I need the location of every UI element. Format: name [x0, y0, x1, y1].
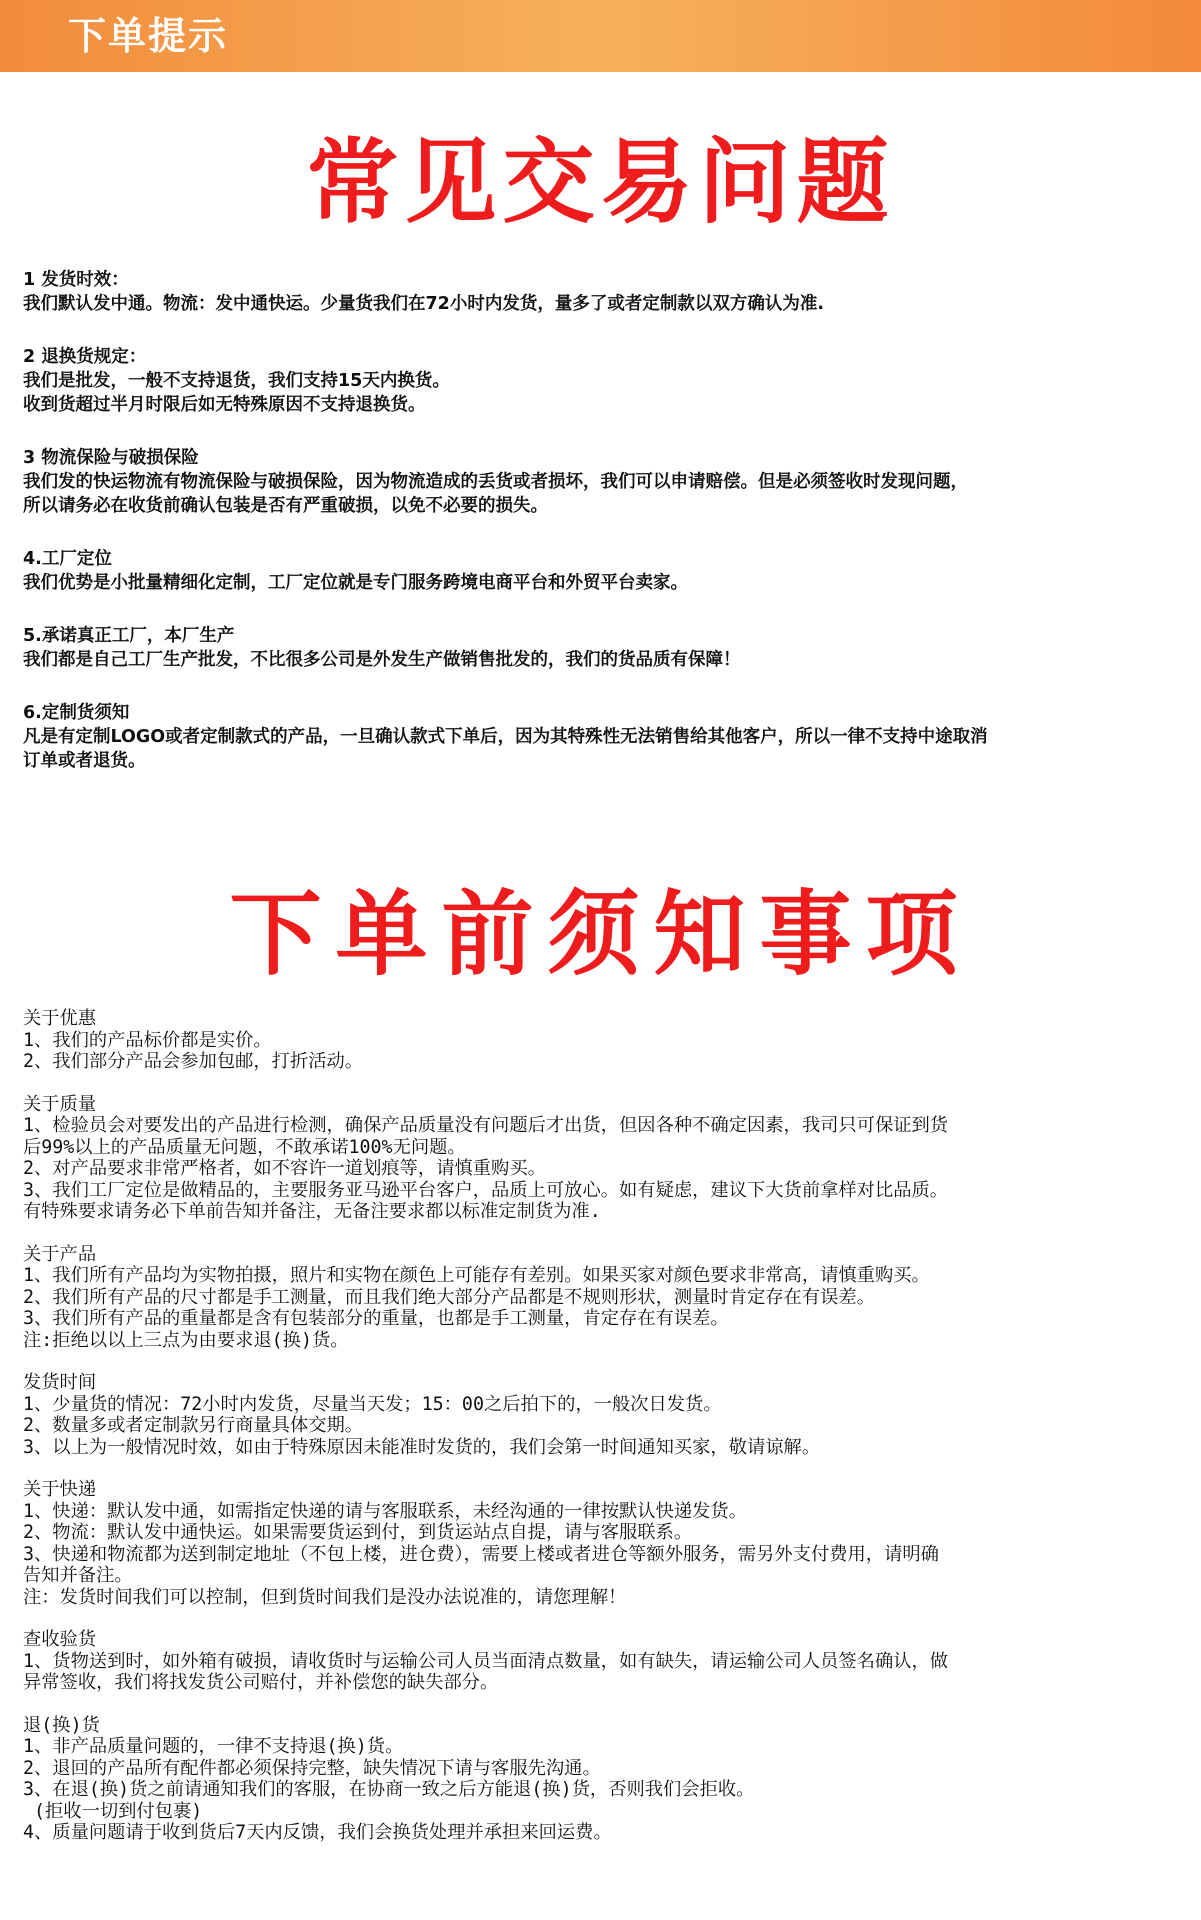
notice-section [23, 1479, 1188, 1608]
notice-section-line: 3、快递和物流都为送到制定地址（不包上楼，进仓费），需要上楼或者进仓等额外服务，需另外支付费用，请明确 [23, 1543, 939, 1565]
notice-section-line: 1、货物送到时，如外箱有破损，请收货时与运输公司人员当面清点数量，如有缺失，请运输公司人员签名确认，做 [23, 1650, 949, 1672]
notice-section-line: 注:拒绝以以上三点为由要求退(换)货。 [23, 1329, 349, 1351]
faq-section-title: 3 物流保险与破损保险 [23, 448, 199, 468]
notice-section-line: 1、快递：默认发中通，如需指定快递的请与客服联系，未经沟通的一律按默认快递发货。 [23, 1500, 747, 1522]
faq-section-list [23, 268, 1183, 802]
notice-section-title: 关于质量 [23, 1093, 97, 1115]
notice-section-title: 关于产品 [23, 1243, 97, 1265]
faq-section-line: 我们发的快运物流有物流保险与破损保险，因为物流造成的丢货或者损坏，我们可以申请赔偿。但是必须签收时发现问题， [23, 472, 968, 492]
notice-section-line: 后99%以上的产品质量无问题，不敢承诺100%无问题。 [23, 1136, 466, 1158]
notice-section-line: 2、我们所有产品的尺寸都是手工测量，而且我们绝大部分产品都是不规则形状，测量时肯定存在有误差。 [23, 1286, 875, 1308]
faq-section [23, 446, 1183, 518]
faq-section-line: 我们默认发中通。物流：发中通快运。少量货我们在72小时内发货，量多了或者定制款以双方确认为准. [23, 294, 824, 314]
faq-section-line: 所以请务必在收货前确认包装是否有严重破损，以免不必要的损失。 [23, 496, 548, 516]
notice-section-line: 1、少量货的情况：72小时内发货，尽量当天发；15：00之后拍下的，一般次日发货。 [23, 1393, 722, 1415]
faq-section [23, 701, 1183, 773]
faq-section-line: 我们都是自己工厂生产批发，不比很多公司是外发生产做销售批发的，我们的货品质有保障！ [23, 650, 741, 670]
notice-section-line: 有特殊要求请务必下单前告知并备注，无备注要求都以标准定制货为准. [23, 1201, 601, 1222]
faq-section-line: 我们是批发，一般不支持退货，我们支持15天内换货。 [23, 371, 450, 391]
notice-section-line: (拒收一切到付包裹) [23, 1800, 203, 1822]
notice-section [23, 1094, 1188, 1223]
notice-section-line: 1、我们的产品标价都是实价。 [23, 1029, 272, 1051]
notice-section [23, 1372, 1188, 1458]
header-title: 下单提示 [68, 14, 229, 58]
notice-section-line: 1、我们所有产品均为实物拍摄，照片和实物在颜色上可能存有差别。如果买家对颜色要求非常高，请慎重购买。 [23, 1265, 930, 1286]
notice-section-line: 告知并备注。 [23, 1565, 133, 1586]
faq-section [23, 345, 1183, 417]
notice-section-line: 2、我们部分产品会参加包邮，打折活动。 [23, 1051, 364, 1072]
faq-section-line: 收到货超过半月时限后如无特殊原因不支持退换货。 [23, 395, 426, 415]
notice-section-line: 1、非产品质量问题的，一律不支持退(换)货。 [23, 1736, 404, 1757]
faq-section [23, 624, 1183, 672]
faq-section-title: 4.工厂定位 [23, 549, 112, 569]
header-bar [0, 0, 1201, 72]
notice-section-line: 1、检验员会对要发出的产品进行检测，确保产品质量没有问题后才出货，但因各种不确定因素，我司只可保证到货 [23, 1115, 949, 1136]
notice-section-line: 2、对产品要求非常严格者，如不容许一道划痕等，请慎重购买。 [23, 1158, 546, 1179]
notice-section-line: 注：发货时间我们可以控制，但到货时间我们是没办法说准的，请您理解！ [23, 1586, 627, 1608]
notice-section-line: 3、以上为一般情况时效，如由于特殊原因未能准时发货的，我们会第一时间通知买家，敬请谅解。 [23, 1436, 821, 1458]
notice-section-title: 关于快递 [23, 1479, 97, 1500]
notice-section-title: 发货时间 [23, 1372, 97, 1393]
notice-section-line: 2、数量多或者定制款另行商量具体交期。 [23, 1415, 364, 1436]
notice-section-title: 关于优惠 [23, 1008, 97, 1029]
notice-section-line: 3、在退(换)货之前请通知我们的客服，在协商一致之后方能退(换)货，否则我们会拒收。 [23, 1779, 755, 1800]
faq-section [23, 268, 1183, 316]
faq-section-title: 1 发货时效： [23, 270, 129, 290]
notice-section-title: 查收验货 [23, 1629, 97, 1650]
notice-section [23, 1629, 1188, 1694]
notice-section-line: 4、质量问题请于收到货后7天内反馈，我们会换货处理并承担来回运费。 [23, 1822, 612, 1843]
notice-section-line: 3、我们所有产品的重量都是含有包装部分的重量，也都是手工测量，肯定存在有误差。 [23, 1308, 729, 1329]
faq-section-line: 我们优势是小批量精细化定制，工厂定位就是专门服务跨境电商平台和外贸平台卖家。 [23, 573, 688, 593]
faq-section-title: 2 退换货规定： [23, 347, 147, 367]
faq-section-line: 凡是有定制LOGO或者定制款式的产品，一旦确认款式下单后，因为其特殊性无法销售给其他客户，所以一律不支持中途取消 [23, 727, 988, 747]
notice-section [23, 1008, 1188, 1073]
notice-section-line: 2、物流：默认发中通快运。如果需要货运到付，到货运站点自提，请与客服联系。 [23, 1522, 693, 1543]
faq-heading: 常见交易问题 [306, 129, 895, 236]
notice-section-list [23, 1008, 1188, 1865]
notice-section [23, 1244, 1188, 1352]
faq-section-line: 订单或者退货。 [23, 751, 146, 771]
notice-section-line: 3、我们工厂定位是做精品的，主要服务亚马逊平台客户，品质上可放心。如有疑虑，建议下大货前拿样对比品质。 [23, 1179, 949, 1201]
notice-section-line: 2、退回的产品所有配件都必须保持完整，缺失情况下请与客服先沟通。 [23, 1757, 601, 1779]
notice-section [23, 1715, 1188, 1844]
faq-section [23, 547, 1183, 595]
notice-section-line: 异常签收，我们将找发货公司赔付，并补偿您的缺失部分。 [23, 1672, 499, 1693]
faq-section-title: 5.承诺真正工厂，本厂生产 [23, 626, 235, 646]
faq-section-title: 6.定制货须知 [23, 703, 130, 723]
notice-heading: 下单前须知事项 [229, 881, 972, 988]
notice-section-title: 退(换)货 [23, 1714, 100, 1736]
